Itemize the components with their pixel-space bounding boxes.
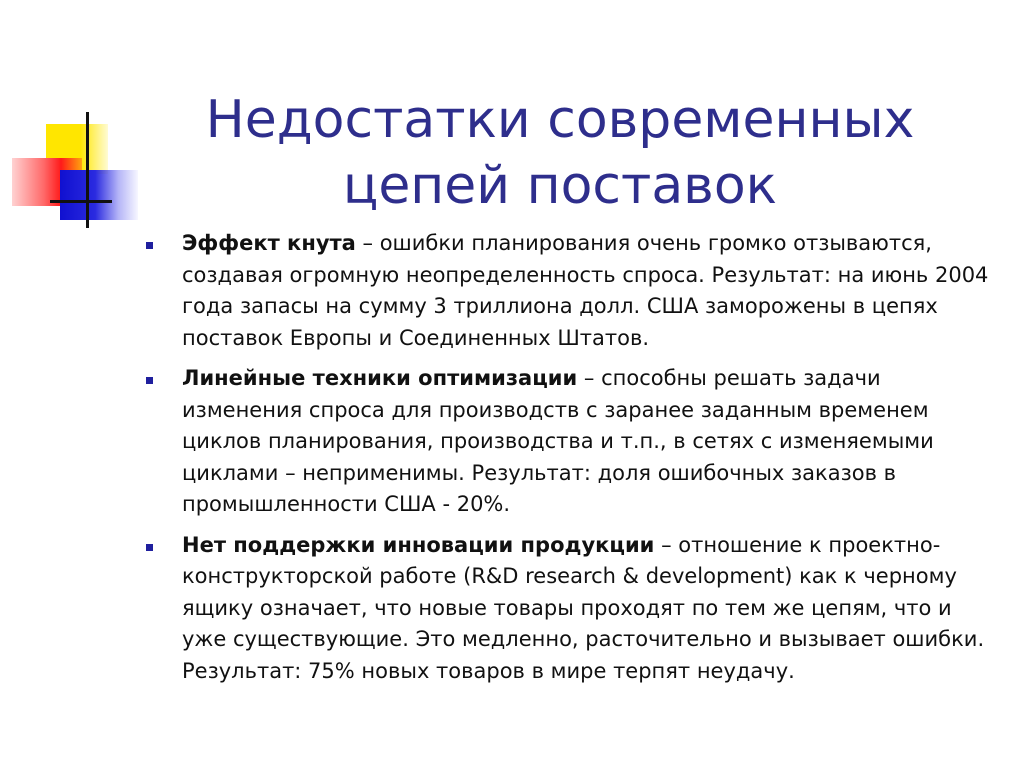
bullet-text: – отношение к проектно-конструкторской работе (R&D research & development) как к черному ящику означает, что новые товары проходят по тем же цепям, что и уже существующие. Это медленно, расточительно и вызывает ошибки. Результат: 75% новых товаров в мире терпят неудачу. [182,532,985,683]
vertical-line-shape [86,112,89,228]
bullet-term: Линейные техники оптимизации [182,366,578,390]
bullet-list [140,228,990,696]
bullet-item-innovation-support [140,530,990,688]
slide-title [150,87,970,219]
blue-gradient-shape [60,170,138,220]
title-line-2: цепей поставок [342,155,778,216]
bullet-text: – ошибки планирования очень громко отзываются, создавая огромную неопределенность спроса. Результат: на июнь 2004 года запасы на сумму 3 триллиона долл. США заморожены в цепях поставок Европы и Соединенных Штатов. [182,231,989,350]
bullet-item-linear-optimization [140,363,990,521]
bullet-text: – способны решать задачи изменения спроса для производств с заранее заданным временем циклов планирования, производства и т.п., в сетях с изменяемыми циклами – неприменимы. Результат: доля ошибочных заказов в промышленности США - 20%. [182,366,934,516]
decorative-corner-graphic [0,0,160,240]
square-bullet-icon [146,544,153,551]
square-bullet-icon [146,242,153,249]
bullet-term: Нет поддержки инновации продукции [182,532,655,557]
bullet-term: Эффект кнута [182,231,356,255]
square-bullet-icon [146,377,153,384]
title-line-1: Недостатки современных [205,89,915,150]
horizontal-line-shape [50,200,112,203]
bullet-item-bullwhip [140,228,990,354]
